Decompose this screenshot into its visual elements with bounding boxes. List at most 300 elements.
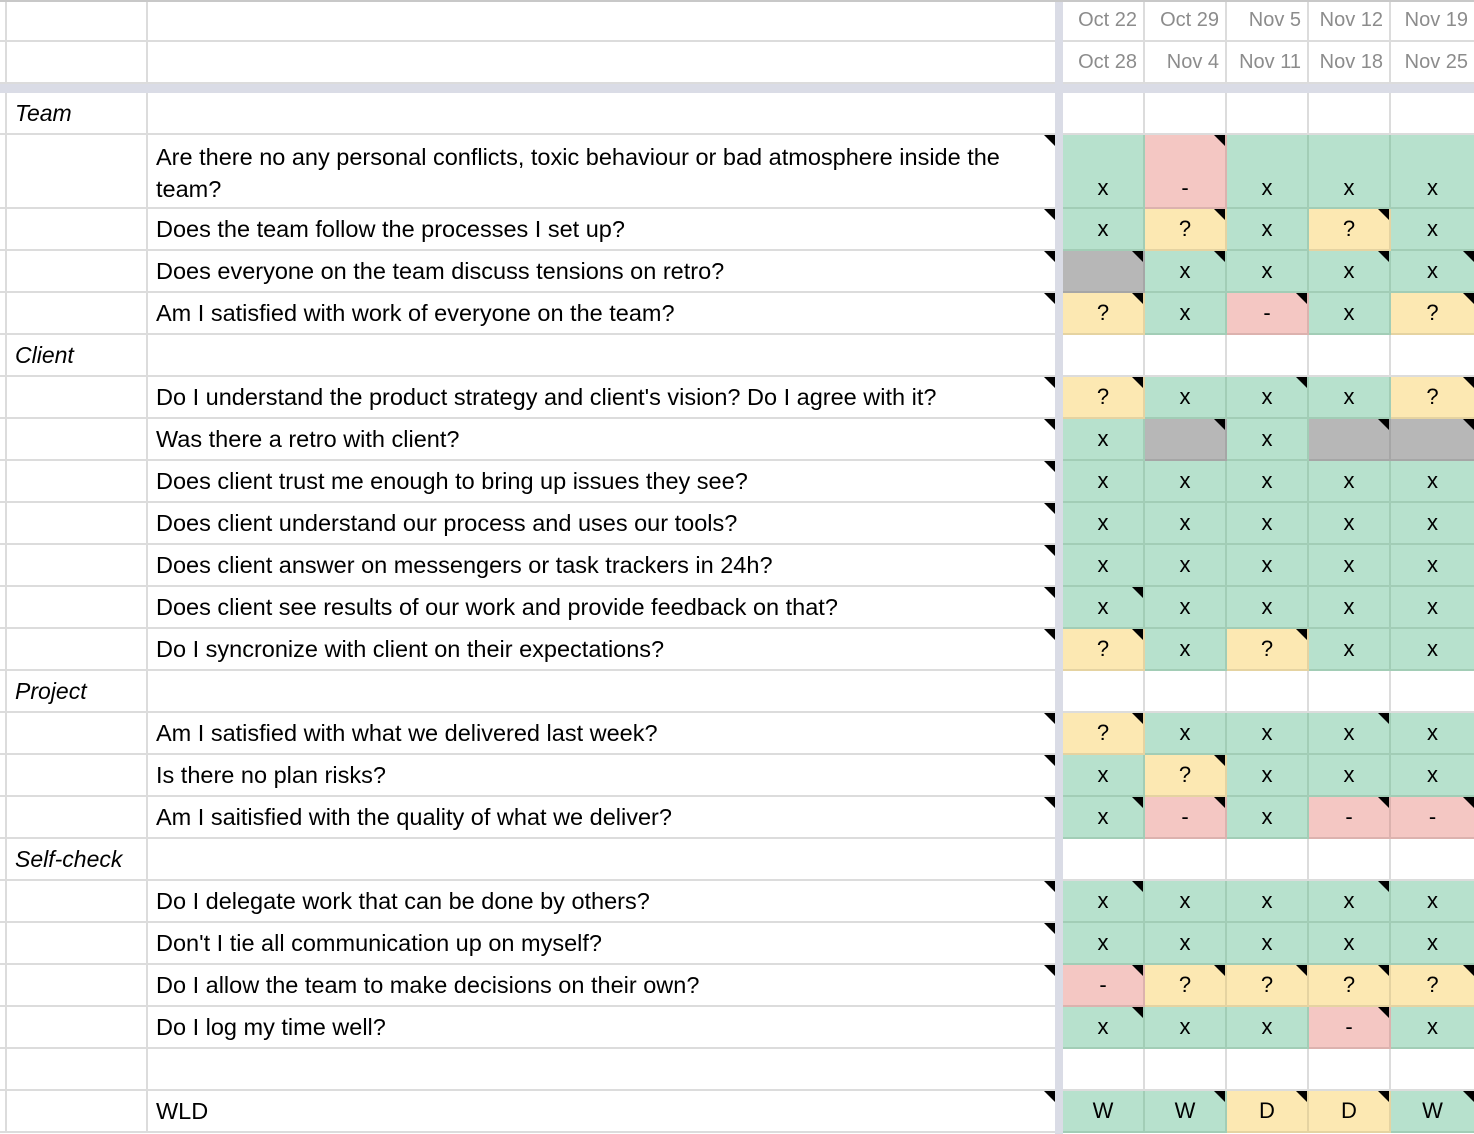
empty-answer-cell[interactable] — [1309, 335, 1391, 377]
comment-indicator-icon[interactable] — [1463, 1091, 1474, 1102]
question-header-cell[interactable] — [148, 0, 1055, 42]
answer-cell[interactable]: x — [1391, 135, 1474, 209]
comment-indicator-icon[interactable] — [1214, 251, 1225, 262]
comment-indicator-icon[interactable] — [1214, 1091, 1225, 1102]
row-gutter-cell[interactable] — [0, 93, 7, 135]
comment-indicator-icon[interactable] — [1214, 965, 1225, 976]
comment-indicator-icon[interactable] — [1378, 797, 1389, 808]
row-gutter-cell[interactable] — [0, 965, 7, 1007]
answer-row — [1063, 251, 1474, 293]
answer-cell[interactable]: x — [1145, 545, 1227, 587]
answer-cell[interactable]: x — [1309, 923, 1391, 965]
question-row — [0, 251, 1055, 293]
comment-indicator-icon[interactable] — [1463, 965, 1474, 976]
empty-cell[interactable] — [7, 545, 148, 587]
row-gutter-cell[interactable] — [0, 755, 7, 797]
empty-cell[interactable] — [7, 923, 148, 965]
comment-indicator-icon[interactable] — [1463, 293, 1474, 304]
answer-cell[interactable]: ? — [1145, 755, 1227, 797]
question-text[interactable]: Does everyone on the team discuss tensions on retro? — [148, 251, 1055, 293]
answer-cell[interactable]: ? — [1309, 965, 1391, 1007]
empty-answer-cell[interactable] — [1063, 671, 1145, 713]
answer-cell[interactable]: x — [1145, 293, 1227, 335]
answer-cell[interactable]: ? — [1063, 629, 1145, 671]
comment-indicator-icon[interactable] — [1044, 923, 1055, 934]
answer-cell[interactable]: x — [1063, 755, 1145, 797]
empty-cell[interactable] — [7, 293, 148, 335]
question-text[interactable]: Does client answer on messengers or task trackers in 24h? — [148, 545, 1055, 587]
answer-cell[interactable]: x — [1227, 461, 1309, 503]
answer-row — [1063, 545, 1474, 587]
empty-cell[interactable] — [7, 587, 148, 629]
comment-indicator-icon[interactable] — [1044, 135, 1055, 146]
answer-cell[interactable]: - — [1309, 797, 1391, 839]
category-label[interactable]: Project — [7, 671, 148, 713]
comment-indicator-icon[interactable] — [1044, 545, 1055, 556]
answer-cell[interactable]: x — [1227, 881, 1309, 923]
question-row — [0, 419, 1055, 461]
empty-answer-cell[interactable] — [1391, 335, 1474, 377]
answer-cell[interactable]: x — [1391, 503, 1474, 545]
answer-cell[interactable]: - — [1145, 797, 1227, 839]
answer-row — [1063, 461, 1474, 503]
answer-cell[interactable]: x — [1391, 923, 1474, 965]
wld-result-cell[interactable]: W — [1063, 1091, 1145, 1133]
empty-cell[interactable] — [7, 251, 148, 293]
empty-cell[interactable] — [7, 1091, 148, 1133]
comment-indicator-icon[interactable] — [1214, 135, 1225, 146]
answer-cell[interactable]: x — [1309, 545, 1391, 587]
empty-answer-cell[interactable] — [1309, 1049, 1391, 1091]
answer-cell[interactable]: x — [1145, 587, 1227, 629]
answer-cell[interactable]: x — [1063, 503, 1145, 545]
answer-row — [1063, 755, 1474, 797]
empty-answer-cell[interactable] — [1063, 93, 1145, 135]
answer-cell[interactable]: ? — [1391, 965, 1474, 1007]
question-row — [0, 461, 1055, 503]
question-text[interactable]: Do I syncronize with client on their expectations? — [148, 629, 1055, 671]
empty-cell[interactable] — [7, 713, 148, 755]
row-gutter-cell[interactable] — [0, 1091, 7, 1133]
empty-answer-cell[interactable] — [1145, 93, 1227, 135]
answer-cell[interactable]: x — [1063, 797, 1145, 839]
answer-cell[interactable]: x — [1309, 377, 1391, 419]
answer-cell[interactable]: ? — [1063, 713, 1145, 755]
answer-cell[interactable]: x — [1391, 545, 1474, 587]
comment-indicator-icon[interactable] — [1214, 209, 1225, 220]
question-text[interactable]: Do I log my time well? — [148, 1007, 1055, 1049]
question-text[interactable]: Do I delegate work that can be done by others? — [148, 881, 1055, 923]
row-gutter-cell[interactable] — [0, 293, 7, 335]
empty-answer-cell[interactable] — [1391, 93, 1474, 135]
category-label[interactable]: Team — [7, 93, 148, 135]
row-gutter-cell[interactable] — [0, 629, 7, 671]
question-text[interactable]: Do I allow the team to make decisions on their own? — [148, 965, 1055, 1007]
empty-cell[interactable] — [7, 797, 148, 839]
answer-cell[interactable]: - — [1309, 1007, 1391, 1049]
answer-cell[interactable]: x — [1227, 713, 1309, 755]
comment-indicator-icon[interactable] — [1044, 461, 1055, 472]
answer-cell[interactable]: x — [1309, 135, 1391, 209]
empty-answer-cell[interactable] — [1145, 1049, 1227, 1091]
answer-cell[interactable]: x — [1145, 629, 1227, 671]
empty-answer-cell[interactable] — [1391, 671, 1474, 713]
answer-cell[interactable]: x — [1227, 419, 1309, 461]
empty-cell[interactable] — [148, 839, 1055, 881]
answer-cell[interactable]: - — [1063, 965, 1145, 1007]
answer-cell[interactable]: x — [1309, 881, 1391, 923]
comment-indicator-icon[interactable] — [1044, 713, 1055, 724]
category-header-cell[interactable] — [7, 42, 148, 84]
comment-indicator-icon[interactable] — [1463, 251, 1474, 262]
frozen-column-divider[interactable] — [1055, 0, 1063, 1134]
comment-indicator-icon[interactable] — [1044, 587, 1055, 598]
empty-cell[interactable] — [7, 965, 148, 1007]
answer-cell[interactable]: x — [1063, 923, 1145, 965]
row-gutter-cell[interactable] — [0, 1049, 7, 1091]
category-row — [0, 93, 1055, 135]
answer-cell[interactable]: - — [1391, 797, 1474, 839]
answer-cell[interactable]: x — [1227, 755, 1309, 797]
comment-indicator-icon[interactable] — [1132, 293, 1143, 304]
answer-cell[interactable]: ? — [1391, 377, 1474, 419]
empty-cell[interactable] — [7, 755, 148, 797]
row-gutter-cell[interactable] — [0, 545, 7, 587]
empty-answer-cell[interactable] — [1145, 335, 1227, 377]
week-week-end-cell[interactable]: Nov 25 — [1391, 42, 1474, 84]
answer-cell[interactable]: x — [1063, 135, 1145, 209]
comment-indicator-icon[interactable] — [1378, 251, 1389, 262]
answer-cell[interactable]: x — [1391, 587, 1474, 629]
empty-cell[interactable] — [148, 671, 1055, 713]
row-gutter-cell[interactable] — [0, 713, 7, 755]
comment-indicator-icon[interactable] — [1044, 503, 1055, 514]
answer-cell[interactable]: x — [1309, 293, 1391, 335]
empty-answer-cell[interactable] — [1309, 93, 1391, 135]
wld-result-cell[interactable]: W — [1391, 1091, 1474, 1133]
comment-indicator-icon[interactable] — [1296, 965, 1307, 976]
week-week-start-cell[interactable]: Nov 19 — [1391, 0, 1474, 42]
answer-cell[interactable]: ? — [1063, 293, 1145, 335]
row-gutter-cell[interactable] — [0, 1007, 7, 1049]
comment-indicator-icon[interactable] — [1044, 251, 1055, 262]
question-text[interactable]: Are there no any personal conflicts, toxic behaviour or bad atmosphere inside the team? — [148, 135, 1055, 209]
question-row — [0, 377, 1055, 419]
answer-cell[interactable]: x — [1309, 629, 1391, 671]
answer-cell[interactable]: x — [1391, 713, 1474, 755]
answer-cell[interactable]: x — [1391, 251, 1474, 293]
answer-cell[interactable]: x — [1227, 377, 1309, 419]
comment-indicator-icon[interactable] — [1132, 713, 1143, 724]
answer-cell[interactable]: ? — [1309, 209, 1391, 251]
comment-indicator-icon[interactable] — [1132, 881, 1143, 892]
question-text[interactable]: Was there a retro with client? — [148, 419, 1055, 461]
empty-answer-cell[interactable] — [1145, 839, 1227, 881]
wld-result-cell[interactable]: D — [1309, 1091, 1391, 1133]
comment-indicator-icon[interactable] — [1044, 755, 1055, 766]
comment-indicator-icon[interactable] — [1132, 965, 1143, 976]
empty-cell[interactable] — [7, 503, 148, 545]
empty-answer-cell[interactable] — [1227, 335, 1309, 377]
comment-indicator-icon[interactable] — [1296, 1091, 1307, 1102]
question-text[interactable]: Does client trust me enough to bring up issues they see? — [148, 461, 1055, 503]
answer-row — [1063, 335, 1474, 377]
row-gutter-cell[interactable] — [0, 881, 7, 923]
comment-indicator-icon[interactable] — [1214, 797, 1225, 808]
answer-cell[interactable]: x — [1309, 713, 1391, 755]
answer-cell[interactable]: x — [1391, 755, 1474, 797]
empty-cell[interactable] — [148, 1049, 1055, 1091]
question-row — [0, 713, 1055, 755]
empty-answer-cell[interactable] — [1063, 1049, 1145, 1091]
row-gutter-cell[interactable] — [0, 419, 7, 461]
comment-indicator-icon[interactable] — [1214, 755, 1225, 766]
comment-indicator-icon[interactable] — [1296, 377, 1307, 388]
comment-indicator-icon[interactable] — [1044, 209, 1055, 220]
question-text[interactable]: Don't I tie all communication up on myself? — [148, 923, 1055, 965]
week-week-end-cell[interactable]: Nov 18 — [1309, 42, 1391, 84]
empty-answer-cell[interactable] — [1227, 839, 1309, 881]
answer-cell[interactable]: x — [1309, 503, 1391, 545]
empty-answer-cell[interactable] — [1145, 671, 1227, 713]
answer-row — [1063, 135, 1474, 209]
answer-cell[interactable]: ? — [1145, 965, 1227, 1007]
answer-cell[interactable]: x — [1145, 881, 1227, 923]
row-gutter-cell[interactable] — [0, 587, 7, 629]
answer-row — [1063, 881, 1474, 923]
answer-cell[interactable] — [1309, 419, 1391, 461]
empty-answer-cell[interactable] — [1227, 93, 1309, 135]
question-text[interactable]: Am I satisfied with work of everyone on the team? — [148, 293, 1055, 335]
answer-cell[interactable]: x — [1227, 503, 1309, 545]
answer-cell[interactable]: x — [1145, 251, 1227, 293]
week-week-start-cell[interactable]: Oct 29 — [1145, 0, 1227, 42]
answer-cell[interactable]: x — [1227, 251, 1309, 293]
header-row-week_end — [1063, 42, 1474, 84]
question-text[interactable]: Am I satisfied with what we delivered last week? — [148, 713, 1055, 755]
answer-cell[interactable]: x — [1391, 1007, 1474, 1049]
comment-indicator-icon[interactable] — [1132, 251, 1143, 262]
comment-indicator-icon[interactable] — [1378, 881, 1389, 892]
answer-cell[interactable]: x — [1309, 587, 1391, 629]
answer-cell[interactable]: - — [1145, 135, 1227, 209]
answer-cell[interactable]: x — [1391, 461, 1474, 503]
comment-indicator-icon[interactable] — [1044, 797, 1055, 808]
answer-cell[interactable]: x — [1391, 881, 1474, 923]
answer-cell[interactable]: - — [1227, 293, 1309, 335]
answer-cell[interactable] — [1145, 419, 1227, 461]
comment-indicator-icon[interactable] — [1378, 713, 1389, 724]
question-row — [0, 209, 1055, 251]
answer-cell[interactable]: x — [1227, 797, 1309, 839]
answer-cell[interactable]: x — [1391, 209, 1474, 251]
answer-cell[interactable]: ? — [1391, 293, 1474, 335]
answer-cell[interactable]: ? — [1227, 629, 1309, 671]
empty-cell[interactable] — [7, 461, 148, 503]
row-gutter-cell[interactable] — [0, 135, 7, 209]
row-gutter-cell[interactable] — [0, 0, 7, 42]
question-text[interactable]: Does client understand our process and uses our tools? — [148, 503, 1055, 545]
row-gutter-cell[interactable] — [0, 335, 7, 377]
question-text[interactable]: Do I understand the product strategy and client's vision? Do I agree with it? — [148, 377, 1055, 419]
category-label[interactable]: Client — [7, 335, 148, 377]
comment-indicator-icon[interactable] — [1378, 1007, 1389, 1018]
answer-cell[interactable]: x — [1063, 209, 1145, 251]
answer-row — [1063, 587, 1474, 629]
answer-cell[interactable]: x — [1391, 629, 1474, 671]
answer-cell[interactable]: x — [1227, 587, 1309, 629]
empty-cell[interactable] — [7, 135, 148, 209]
header-row-week_end — [0, 42, 1055, 84]
comment-indicator-icon[interactable] — [1044, 293, 1055, 304]
comment-indicator-icon[interactable] — [1044, 377, 1055, 388]
answer-row — [1063, 923, 1474, 965]
header-row-week_start — [1063, 0, 1474, 42]
row-gutter-cell[interactable] — [0, 923, 7, 965]
comment-indicator-icon[interactable] — [1463, 377, 1474, 388]
answer-cell[interactable]: x — [1063, 881, 1145, 923]
comment-indicator-icon[interactable] — [1044, 965, 1055, 976]
comment-indicator-icon[interactable] — [1378, 965, 1389, 976]
week-week-end-cell[interactable]: Nov 11 — [1227, 42, 1309, 84]
answer-cell[interactable]: x — [1227, 923, 1309, 965]
question-row — [0, 1091, 1055, 1133]
question-row — [0, 545, 1055, 587]
question-text[interactable]: Is there no plan risks? — [148, 755, 1055, 797]
row-gutter-cell[interactable] — [0, 797, 7, 839]
answer-cell[interactable]: x — [1063, 545, 1145, 587]
week-week-start-cell[interactable]: Oct 22 — [1063, 0, 1145, 42]
empty-answer-cell[interactable] — [1391, 1049, 1474, 1091]
comment-indicator-icon[interactable] — [1132, 629, 1143, 640]
row-gutter-cell[interactable] — [0, 42, 7, 84]
answer-cell[interactable]: x — [1145, 713, 1227, 755]
row-gutter-cell[interactable] — [0, 251, 7, 293]
empty-cell[interactable] — [7, 419, 148, 461]
wld-label[interactable]: WLD — [148, 1091, 1055, 1133]
question-row — [0, 923, 1055, 965]
answer-cell[interactable]: x — [1309, 461, 1391, 503]
answer-cell[interactable]: x — [1145, 503, 1227, 545]
empty-answer-cell[interactable] — [1227, 1049, 1309, 1091]
answer-cell[interactable]: x — [1145, 1007, 1227, 1049]
row-gutter-cell[interactable] — [0, 377, 7, 419]
answer-cell[interactable]: x — [1145, 461, 1227, 503]
empty-row — [0, 1049, 1055, 1091]
empty-cell[interactable] — [7, 1049, 148, 1091]
empty-cell[interactable] — [7, 209, 148, 251]
question-row — [0, 293, 1055, 335]
empty-cell[interactable] — [7, 377, 148, 419]
comment-indicator-icon[interactable] — [1132, 797, 1143, 808]
question-text[interactable]: Does client see results of our work and provide feedback on that? — [148, 587, 1055, 629]
question-row — [0, 629, 1055, 671]
comment-indicator-icon[interactable] — [1044, 629, 1055, 640]
answer-cell[interactable]: x — [1227, 135, 1309, 209]
answer-row — [1063, 503, 1474, 545]
empty-answer-cell[interactable] — [1063, 839, 1145, 881]
week-week-start-cell[interactable]: Nov 5 — [1227, 0, 1309, 42]
comment-indicator-icon[interactable] — [1132, 1007, 1143, 1018]
answer-cell[interactable]: x — [1145, 923, 1227, 965]
answer-cell[interactable]: ? — [1063, 377, 1145, 419]
empty-answer-cell[interactable] — [1309, 839, 1391, 881]
answer-cell[interactable]: x — [1063, 1007, 1145, 1049]
comment-indicator-icon[interactable] — [1132, 587, 1143, 598]
empty-answer-cell[interactable] — [1391, 839, 1474, 881]
comment-indicator-icon[interactable] — [1378, 209, 1389, 220]
answer-row — [1063, 797, 1474, 839]
answer-cell[interactable] — [1391, 419, 1474, 461]
answer-row — [1063, 419, 1474, 461]
week-week-start-cell[interactable]: Nov 12 — [1309, 0, 1391, 42]
answer-cell[interactable]: x — [1063, 587, 1145, 629]
answer-cell[interactable]: x — [1227, 209, 1309, 251]
comment-indicator-icon[interactable] — [1044, 419, 1055, 430]
empty-cell[interactable] — [7, 1007, 148, 1049]
answer-cell[interactable]: x — [1309, 755, 1391, 797]
question-row — [0, 881, 1055, 923]
comment-indicator-icon[interactable] — [1132, 377, 1143, 388]
category-label[interactable]: Self-check — [7, 839, 148, 881]
answer-cell[interactable]: ? — [1145, 209, 1227, 251]
row-gutter-cell[interactable] — [0, 839, 7, 881]
empty-cell[interactable] — [7, 629, 148, 671]
comment-indicator-icon[interactable] — [1214, 419, 1225, 430]
frozen-row-divider[interactable] — [0, 84, 1474, 93]
empty-cell[interactable] — [7, 881, 148, 923]
empty-answer-cell[interactable] — [1227, 671, 1309, 713]
comment-indicator-icon[interactable] — [1296, 629, 1307, 640]
question-text[interactable]: Does the team follow the processes I set up? — [148, 209, 1055, 251]
comment-indicator-icon[interactable] — [1378, 1091, 1389, 1102]
comment-indicator-icon[interactable] — [1378, 419, 1389, 430]
answer-cell[interactable]: x — [1227, 545, 1309, 587]
week-week-end-cell[interactable]: Nov 4 — [1145, 42, 1227, 84]
empty-cell[interactable] — [148, 93, 1055, 135]
category-header-cell[interactable] — [7, 0, 148, 42]
row-gutter-cell[interactable] — [0, 503, 7, 545]
empty-answer-cell[interactable] — [1309, 671, 1391, 713]
comment-indicator-icon[interactable] — [1044, 1091, 1055, 1102]
empty-answer-cell[interactable] — [1063, 335, 1145, 377]
row-gutter-cell[interactable] — [0, 671, 7, 713]
answer-row — [1063, 1091, 1474, 1133]
answer-row — [1063, 209, 1474, 251]
answer-cell[interactable]: x — [1063, 461, 1145, 503]
header-row-week_start — [0, 0, 1055, 42]
question-text[interactable]: Am I saitisfied with the quality of what we deliver? — [148, 797, 1055, 839]
comment-indicator-icon[interactable] — [1044, 881, 1055, 892]
answer-cell[interactable]: x — [1145, 377, 1227, 419]
comment-indicator-icon[interactable] — [1296, 293, 1307, 304]
wld-result-cell[interactable]: D — [1227, 1091, 1309, 1133]
answer-cell[interactable]: x — [1227, 1007, 1309, 1049]
answer-row — [1063, 713, 1474, 755]
answer-cell[interactable]: ? — [1227, 965, 1309, 1007]
answer-cell[interactable] — [1063, 251, 1145, 293]
question-header-cell[interactable] — [148, 42, 1055, 84]
row-gutter-cell[interactable] — [0, 209, 7, 251]
week-week-end-cell[interactable]: Oct 28 — [1063, 42, 1145, 84]
answer-cell[interactable]: x — [1309, 251, 1391, 293]
answer-cell[interactable]: x — [1063, 419, 1145, 461]
wld-result-cell[interactable]: W — [1145, 1091, 1227, 1133]
empty-cell[interactable] — [148, 335, 1055, 377]
row-gutter-cell[interactable] — [0, 461, 7, 503]
comment-indicator-icon[interactable] — [1463, 419, 1474, 430]
comment-indicator-icon[interactable] — [1463, 797, 1474, 808]
